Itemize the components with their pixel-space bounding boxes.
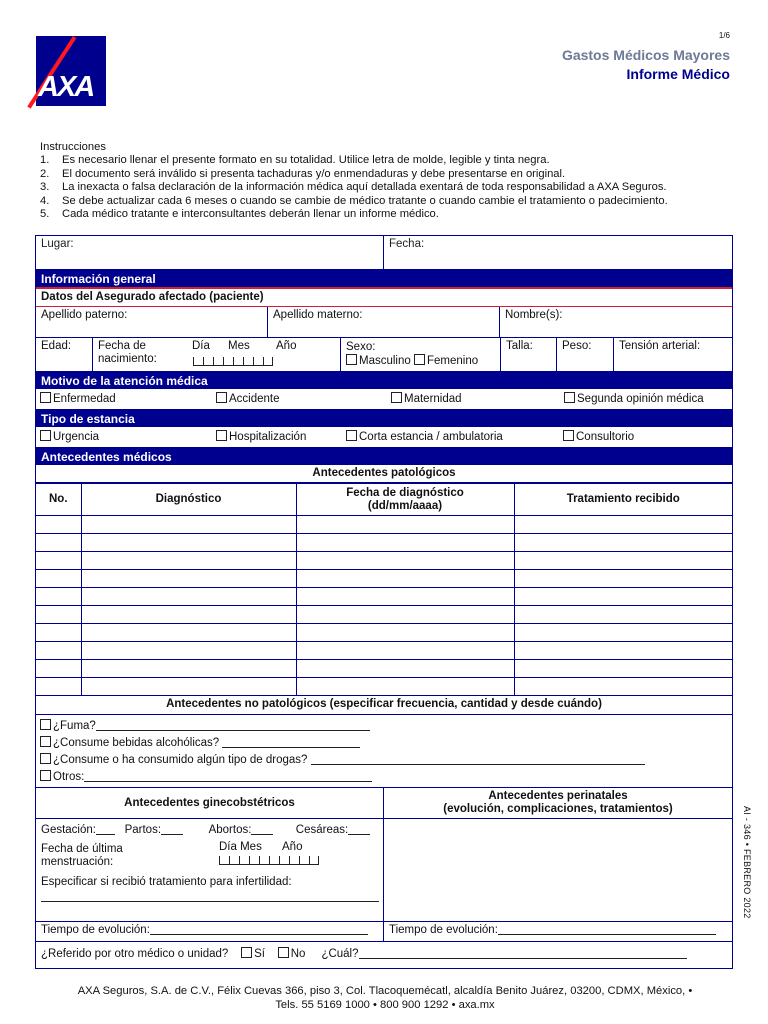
table-row (36, 534, 732, 552)
table-cell[interactable] (36, 606, 81, 624)
drogas-blank[interactable] (311, 754, 645, 765)
cesareas-label: Cesáreas: (295, 824, 349, 836)
instruction-text: El documento será inválido si presenta tachaduras y/o enmendaduras y debe presentarse en original. (62, 167, 566, 180)
table-cell[interactable] (36, 660, 81, 678)
enfermedad-checkbox[interactable] (40, 392, 51, 403)
patient-details-row (36, 338, 732, 372)
table-row (36, 570, 732, 588)
femenino-option[interactable] (414, 354, 478, 368)
lugar-field[interactable] (36, 236, 384, 269)
infertilidad-label: Especificar si recibió tratamiento para infertilidad: (41, 876, 292, 888)
dia-label: Día (192, 340, 210, 352)
fuma-label: ¿Fuma? (53, 720, 96, 732)
talla-label: Talla: (506, 340, 533, 352)
otros-blank[interactable] (84, 771, 372, 782)
instruction-number: 1. (40, 154, 50, 167)
consultorio-option[interactable] (563, 430, 634, 444)
hospitalizacion-checkbox[interactable] (216, 430, 227, 441)
table-cell[interactable] (81, 642, 296, 660)
cual-blank[interactable] (359, 948, 687, 959)
fecha-label: Fecha: (389, 238, 425, 250)
table-cell[interactable] (81, 588, 296, 606)
infertilidad-blank[interactable] (41, 888, 379, 902)
alcohol-line[interactable] (40, 735, 728, 752)
fum-anio-label: Año (282, 841, 303, 853)
alcohol-label: ¿Consume bebidas alcohólicas? (53, 737, 220, 749)
partos-label: Partos: (124, 824, 162, 836)
gestacion-blank[interactable] (96, 824, 115, 835)
drogas-label: ¿Consume o ha consumido algún tipo de drogas? (53, 754, 308, 766)
apellido-paterno-field[interactable] (36, 307, 268, 337)
sexo-field (341, 338, 501, 371)
gineco-counts (36, 819, 383, 836)
instructions-heading: Instrucciones (40, 141, 106, 153)
fecha-nacimiento-field[interactable] (93, 338, 341, 371)
table-cell[interactable] (81, 570, 296, 588)
urgencia-label: Urgencia (53, 431, 100, 443)
table-cell[interactable] (81, 606, 296, 624)
fum-dia-mes-label: Día Mes (219, 841, 262, 853)
maternidad-option[interactable] (391, 392, 564, 406)
table-row (36, 552, 732, 570)
apellido-materno-field[interactable] (268, 307, 500, 337)
table-cell[interactable] (514, 534, 732, 552)
gineco-column (36, 788, 384, 921)
table-cell[interactable] (81, 534, 296, 552)
table-row (36, 588, 732, 606)
sexo-label: Sexo: (346, 341, 376, 353)
subsection-datos-asegurado: Datos del Asegurado afectado (paciente) (36, 289, 732, 307)
segunda-opinion-checkbox[interactable] (564, 392, 575, 403)
table-cell[interactable] (81, 678, 296, 696)
abortos-blank[interactable] (251, 824, 273, 835)
tension-label: Tensión arterial: (619, 340, 701, 352)
table-cell[interactable] (36, 624, 81, 642)
table-row (36, 606, 732, 624)
fum-ticks (219, 856, 319, 865)
gineco-perinatal-row (36, 788, 732, 922)
apellido-paterno-label: Apellido paterno: (41, 309, 128, 321)
referido-no-option[interactable] (278, 947, 306, 960)
instruction-text: Es necesario llenar el presente formato en su totalidad. Utilice letra de molde, legible y tinta negra. (62, 154, 550, 167)
table-cell[interactable] (514, 570, 732, 588)
instruction-number: 2. (40, 167, 50, 180)
col-fecha-diagnostico (296, 484, 514, 516)
consultorio-label: Consultorio (576, 431, 635, 443)
table-cell[interactable] (296, 606, 514, 624)
instruction-number: 3. (40, 181, 50, 194)
table-cell[interactable] (36, 552, 81, 570)
place-date-row (36, 236, 732, 270)
instruction-number: 4. (40, 194, 50, 207)
instructions-list (40, 154, 730, 221)
footer-phones: Tels. 55 5169 1000 • 800 900 1292 • axa.mx (275, 998, 495, 1011)
form-code: AI - 346 • FEBRERO 2022 (742, 806, 752, 919)
table-cell[interactable] (36, 588, 81, 606)
table-cell[interactable] (36, 570, 81, 588)
accidente-option[interactable] (216, 392, 391, 406)
gineco-header: Antecedentes ginecobstétricos (36, 788, 383, 819)
otros-checkbox[interactable] (40, 770, 51, 781)
table-cell[interactable] (36, 534, 81, 552)
nombres-field[interactable] (500, 307, 732, 337)
table-cell[interactable] (296, 516, 514, 534)
edad-label: Edad: (41, 340, 72, 352)
instruction-item (40, 168, 730, 181)
corta-estancia-option[interactable] (346, 430, 563, 444)
fum-field[interactable] (36, 836, 383, 874)
logo-text: AXA (38, 71, 94, 103)
femenino-label: Femenino (426, 355, 479, 367)
referido-si-checkbox[interactable] (241, 947, 252, 958)
instructions (40, 141, 730, 221)
table-row (36, 624, 732, 642)
fecha-diagnostico-label: Fecha de diagnóstico (346, 486, 464, 499)
no-patologicos-header: Antecedentes no patológicos (especificar frecuencia, cantidad y desde cuándo) (36, 696, 732, 715)
estancia-options-row (36, 427, 732, 448)
instruction-item (40, 181, 730, 194)
table-row (36, 642, 732, 660)
col-no: No. (36, 484, 81, 516)
table-cell[interactable] (296, 678, 514, 696)
corta-estancia-checkbox[interactable] (346, 430, 357, 441)
infertilidad-field[interactable] (36, 874, 383, 902)
footer (30, 985, 740, 1012)
table-cell[interactable] (514, 642, 732, 660)
peso-label: Peso: (562, 340, 592, 352)
footer-address: AXA Seguros, S.A. de C.V., Félix Cuevas 366, piso 3, Col. Tlacoquemécatl, alcaldía Benito Juárez, 03200, CDMX, México, • (77, 985, 693, 997)
hospitalizacion-label: Hospitalización (229, 431, 307, 443)
alcohol-checkbox[interactable] (40, 736, 51, 747)
table-cell[interactable] (296, 588, 514, 606)
table-row (36, 678, 732, 696)
table-cell[interactable] (514, 552, 732, 570)
document-subtitle: Gastos Médicos Mayores (561, 47, 730, 63)
perinatal-column (384, 788, 732, 921)
perinatal-header (384, 788, 732, 819)
axa-logo (36, 36, 106, 106)
table-header-row (36, 484, 732, 516)
table-cell[interactable] (296, 570, 514, 588)
fum-label-1: Fecha de última (41, 843, 123, 855)
femenino-checkbox[interactable] (414, 354, 425, 365)
alcohol-blank[interactable] (222, 737, 360, 748)
otros-line[interactable] (40, 769, 728, 786)
section-antecedentes-medicos: Antecedentes médicos (36, 448, 732, 465)
table-cell[interactable] (81, 624, 296, 642)
referido-si-option[interactable] (241, 947, 265, 960)
table-cell[interactable] (514, 516, 732, 534)
cual-label: ¿Cuál? (321, 948, 359, 960)
table-cell[interactable] (514, 588, 732, 606)
instruction-text: La inexacta o falsa declaración de la información médica aquí detallada exentará de toda responsabilidad a AXA Seguros. (62, 181, 667, 194)
referido-no-label: No (290, 948, 306, 960)
referido-row (36, 942, 732, 968)
table-cell[interactable] (296, 624, 514, 642)
table-cell[interactable] (36, 642, 81, 660)
table-row (36, 660, 732, 678)
evolucion-perinatal-field[interactable] (384, 922, 732, 941)
motivo-options-row (36, 389, 732, 410)
table-cell[interactable] (514, 660, 732, 678)
maternidad-checkbox[interactable] (391, 392, 402, 403)
nombres-label: Nombre(s): (505, 309, 563, 321)
masculino-checkbox[interactable] (346, 354, 357, 365)
peso-field[interactable] (557, 338, 614, 371)
instruction-item (40, 154, 730, 167)
birthdate-ticks (193, 357, 273, 366)
instruction-text: Se debe actualizar cada 6 meses o cuando se cambie de médico tratante o cuando cambie el tratamiento o padecimiento. (62, 194, 668, 207)
tension-field[interactable] (614, 338, 732, 371)
evolucion-row (36, 922, 732, 942)
abortos-label: Abortos: (208, 824, 252, 836)
table-row (36, 516, 732, 534)
perinatal-subtitle: (evolución, complicaciones, tratamientos) (443, 803, 673, 815)
table-cell[interactable] (514, 678, 732, 696)
medical-report-form (35, 235, 733, 969)
fecha-format-label: (dd/mm/aaaa) (367, 499, 443, 512)
urgencia-option[interactable] (40, 430, 216, 444)
fecha-field[interactable] (384, 236, 732, 269)
accidente-label: Accidente (229, 393, 280, 405)
edad-field[interactable] (36, 338, 93, 371)
accidente-checkbox[interactable] (216, 392, 227, 403)
instruction-number: 5. (40, 208, 50, 221)
table-cell[interactable] (296, 552, 514, 570)
referido-no-checkbox[interactable] (278, 947, 289, 958)
masculino-option[interactable] (346, 354, 411, 368)
table-cell[interactable] (296, 642, 514, 660)
fuma-blank[interactable] (96, 720, 370, 731)
instruction-text: Cada médico tratante e interconsultantes deberán llenar un informe médico. (62, 208, 439, 221)
segunda-opinion-option[interactable] (564, 392, 704, 406)
referido-si-label: Sí (254, 948, 265, 960)
talla-field[interactable] (501, 338, 557, 371)
col-diagnostico: Diagnóstico (81, 484, 296, 516)
apellido-materno-label: Apellido materno: (273, 309, 363, 321)
fum-label-2: menstruación: (41, 856, 114, 868)
section-info-general: Información general (36, 270, 732, 289)
drogas-checkbox[interactable] (40, 753, 51, 764)
table-cell[interactable] (514, 624, 732, 642)
evolucion-gineco-label: Tiempo de evolución: (41, 924, 150, 936)
evolucion-perinatal-blank[interactable] (498, 924, 716, 935)
patologicos-table (36, 483, 732, 696)
section-motivo: Motivo de la atención médica (36, 372, 732, 389)
table-cell[interactable] (296, 534, 514, 552)
perinatal-notes-area[interactable] (384, 819, 732, 919)
evolucion-gineco-field[interactable] (36, 922, 384, 941)
table-cell[interactable] (296, 660, 514, 678)
evolucion-gineco-blank[interactable] (150, 924, 368, 935)
masculino-label: Masculino (359, 355, 411, 367)
fuma-line[interactable] (40, 718, 728, 735)
hospitalizacion-option[interactable] (216, 430, 346, 444)
table-cell[interactable] (81, 660, 296, 678)
drogas-line[interactable] (40, 752, 728, 769)
section-tipo-estancia: Tipo de estancia (36, 410, 732, 427)
mes-label: Mes (228, 340, 250, 352)
consultorio-checkbox[interactable] (563, 430, 574, 441)
referido-label: ¿Referido por otro médico o unidad? (41, 948, 229, 960)
table-cell[interactable] (36, 678, 81, 696)
partos-blank[interactable] (161, 824, 183, 835)
page-number: 1/6 (718, 31, 730, 40)
table-cell[interactable] (36, 516, 81, 534)
perinatal-title: Antecedentes perinatales (488, 790, 628, 802)
corta-estancia-label: Corta estancia / ambulatoria (359, 431, 503, 443)
enfermedad-option[interactable] (40, 392, 216, 406)
otros-label: Otros: (53, 771, 85, 783)
lugar-label: Lugar: (41, 238, 74, 250)
enfermedad-label: Enfermedad (53, 393, 116, 405)
col-tratamiento: Tratamiento recibido (514, 484, 732, 516)
fuma-checkbox[interactable] (40, 719, 51, 730)
anio-label: Año (276, 340, 297, 352)
no-patologicos-block (36, 715, 732, 788)
fecha-nac-label-2: nacimiento: (98, 353, 157, 365)
table-cell[interactable] (81, 552, 296, 570)
table-cell[interactable] (514, 606, 732, 624)
urgencia-checkbox[interactable] (40, 430, 51, 441)
gestacion-label: Gestación: (41, 824, 96, 836)
names-row (36, 307, 732, 338)
evolucion-perinatal-label: Tiempo de evolución: (389, 924, 498, 936)
cesareas-blank[interactable] (348, 824, 370, 835)
document-title: Informe Médico (626, 66, 730, 82)
maternidad-label: Maternidad (404, 393, 462, 405)
fecha-nac-label-1: Fecha de (98, 340, 146, 352)
instruction-item (40, 208, 730, 221)
table-cell[interactable] (81, 516, 296, 534)
instruction-item (40, 195, 730, 208)
segunda-opinion-label: Segunda opinión médica (577, 393, 704, 405)
patologicos-header: Antecedentes patológicos (36, 465, 732, 483)
